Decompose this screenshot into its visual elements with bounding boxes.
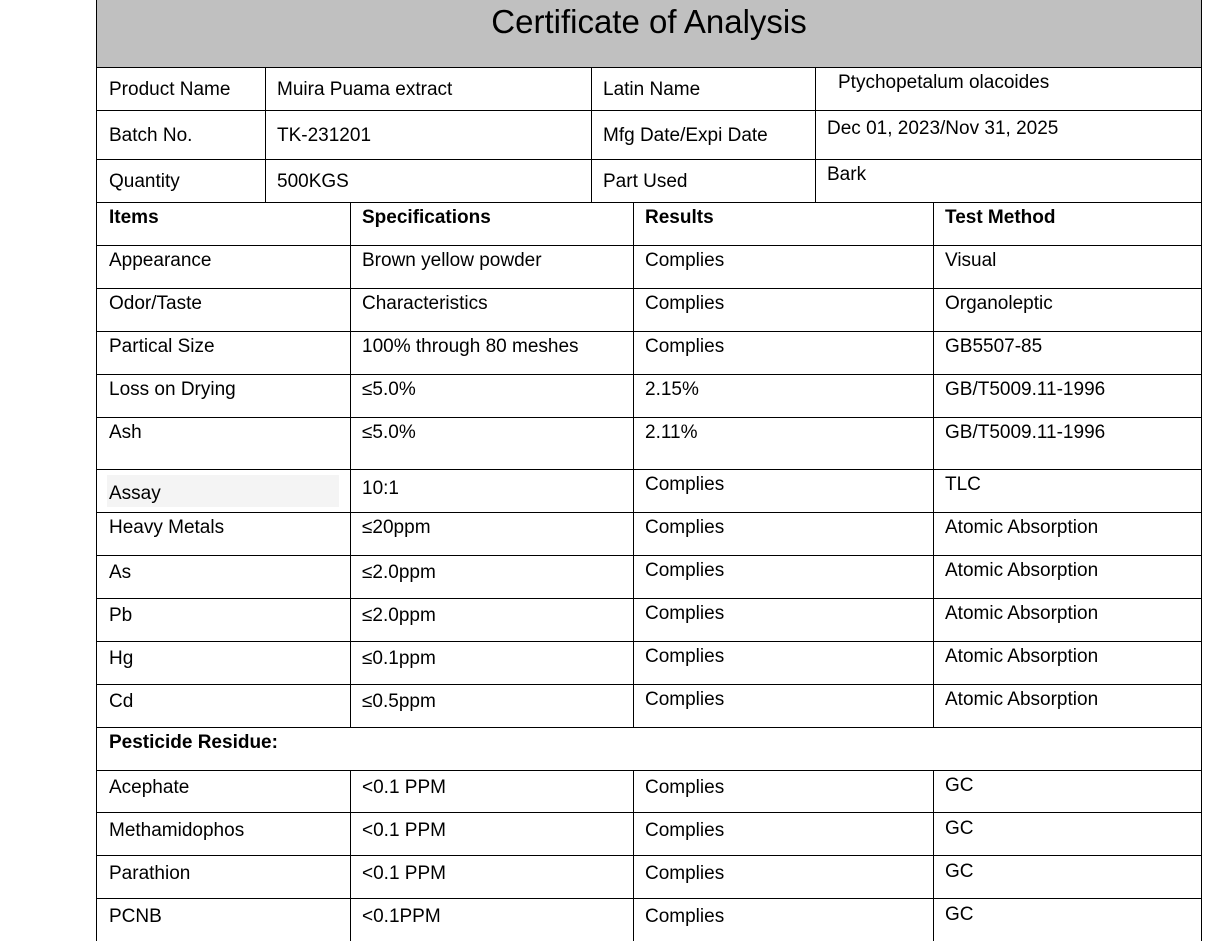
- divider: [97, 469, 1201, 470]
- table-cell: Assay: [109, 483, 161, 504]
- table-cell: ≤5.0%: [362, 422, 416, 443]
- divider: [97, 770, 1201, 771]
- table-cell: Acephate: [109, 777, 190, 798]
- table-cell: ≤2.0ppm: [362, 562, 436, 583]
- table-cell: <0.1PPM: [362, 906, 441, 927]
- product-name-value: Muira Puama extract: [277, 79, 453, 100]
- table-cell: Complies: [645, 646, 725, 667]
- quantity-label: Quantity: [109, 171, 180, 192]
- divider: [97, 812, 1201, 813]
- table-cell: Complies: [645, 906, 725, 927]
- divider: [97, 245, 1201, 246]
- table-cell: Complies: [645, 820, 725, 841]
- divider: [97, 598, 1201, 599]
- table-cell: As: [109, 562, 132, 583]
- batch-no-label: Batch No.: [109, 125, 193, 146]
- table-cell: Organoleptic: [945, 293, 1053, 314]
- table-cell: Visual: [945, 250, 997, 271]
- table-cell: Hg: [109, 648, 134, 669]
- header-items: Items: [109, 207, 159, 228]
- table-cell: Partical Size: [109, 336, 215, 357]
- quantity-value: 500KGS: [277, 171, 349, 192]
- table-cell: <0.1 PPM: [362, 777, 446, 798]
- title-bar: [97, 0, 1201, 68]
- divider: [97, 684, 1201, 685]
- table-cell: 2.15%: [645, 379, 699, 400]
- table-cell: Methamidophos: [109, 820, 245, 841]
- table-cell: Complies: [645, 293, 725, 314]
- table-cell: Heavy Metals: [109, 517, 225, 538]
- header-specifications: Specifications: [362, 207, 491, 228]
- divider: [591, 68, 592, 202]
- table-cell: Complies: [645, 689, 725, 710]
- certificate-sheet: [96, 0, 1202, 941]
- pesticide-residue-heading: Pesticide Residue:: [109, 732, 278, 753]
- latin-name-value: Ptychopetalum olacoides: [838, 72, 1050, 93]
- table-cell: Atomic Absorption: [945, 517, 1099, 538]
- table-cell: Complies: [645, 603, 725, 624]
- divider: [97, 202, 1201, 203]
- table-cell: Atomic Absorption: [945, 689, 1099, 710]
- batch-no-value: TK-231201: [277, 125, 372, 146]
- document-title: Certificate of Analysis: [491, 3, 807, 40]
- table-cell: GB/T5009.11-1996: [945, 422, 1106, 443]
- table-cell: GC: [945, 775, 974, 796]
- table-cell: Loss on Drying: [109, 379, 236, 400]
- divider: [933, 202, 934, 727]
- table-cell: GB5507-85: [945, 336, 1043, 357]
- part-used-label: Part Used: [603, 171, 688, 192]
- table-cell: Brown yellow powder: [362, 250, 542, 271]
- table-cell: Complies: [645, 560, 725, 581]
- table-cell: ≤0.5ppm: [362, 691, 436, 712]
- table-cell: ≤2.0ppm: [362, 605, 436, 626]
- table-cell: Atomic Absorption: [945, 560, 1099, 581]
- table-cell: Complies: [645, 863, 725, 884]
- table-cell: 100% through 80 meshes: [362, 336, 579, 357]
- table-cell: GC: [945, 861, 974, 882]
- table-cell: Atomic Absorption: [945, 603, 1099, 624]
- table-cell: ≤20ppm: [362, 517, 431, 538]
- table-cell: 2.11%: [645, 422, 698, 443]
- table-cell: Pb: [109, 605, 133, 626]
- table-cell: Odor/Taste: [109, 293, 202, 314]
- table-cell: GC: [945, 818, 974, 839]
- table-cell: PCNB: [109, 906, 162, 927]
- divider: [97, 512, 1201, 513]
- table-cell: ≤5.0%: [362, 379, 416, 400]
- divider: [815, 68, 816, 202]
- divider: [265, 68, 266, 202]
- table-cell: Complies: [645, 250, 725, 271]
- table-cell: ≤0.1ppm: [362, 648, 436, 669]
- table-cell: Complies: [645, 777, 725, 798]
- divider: [97, 417, 1201, 418]
- divider: [97, 110, 1201, 111]
- table-cell: GB/T5009.11-1996: [945, 379, 1106, 400]
- divider: [97, 331, 1201, 332]
- divider: [350, 202, 351, 727]
- divider: [97, 855, 1201, 856]
- table-cell: GC: [945, 904, 974, 925]
- divider: [97, 898, 1201, 899]
- table-cell: <0.1 PPM: [362, 820, 446, 841]
- divider: [97, 727, 1201, 728]
- table-cell: Characteristics: [362, 293, 488, 314]
- divider: [97, 374, 1201, 375]
- table-cell: Atomic Absorption: [945, 646, 1099, 667]
- table-cell: Complies: [645, 517, 725, 538]
- table-cell: Ash: [109, 422, 142, 443]
- product-name-label: Product Name: [109, 79, 231, 100]
- table-cell: Appearance: [109, 250, 212, 271]
- divider: [97, 159, 1201, 160]
- table-cell: <0.1 PPM: [362, 863, 446, 884]
- table-cell: TLC: [945, 474, 981, 495]
- divider: [97, 288, 1201, 289]
- header-results: Results: [645, 207, 714, 228]
- table-cell: Complies: [645, 336, 725, 357]
- table-cell: Cd: [109, 691, 134, 712]
- part-used-value: Bark: [827, 164, 867, 185]
- divider: [633, 202, 634, 727]
- mfg-date-label: Mfg Date/Expi Date: [603, 125, 768, 146]
- table-cell: Parathion: [109, 863, 191, 884]
- header-test-method: Test Method: [945, 207, 1056, 228]
- mfg-date-value: Dec 01, 2023/Nov 31, 2025: [827, 118, 1059, 139]
- latin-name-label: Latin Name: [603, 79, 701, 100]
- table-cell: Complies: [645, 474, 725, 495]
- divider: [97, 641, 1201, 642]
- table-cell: 10:1: [362, 478, 399, 499]
- divider: [97, 555, 1201, 556]
